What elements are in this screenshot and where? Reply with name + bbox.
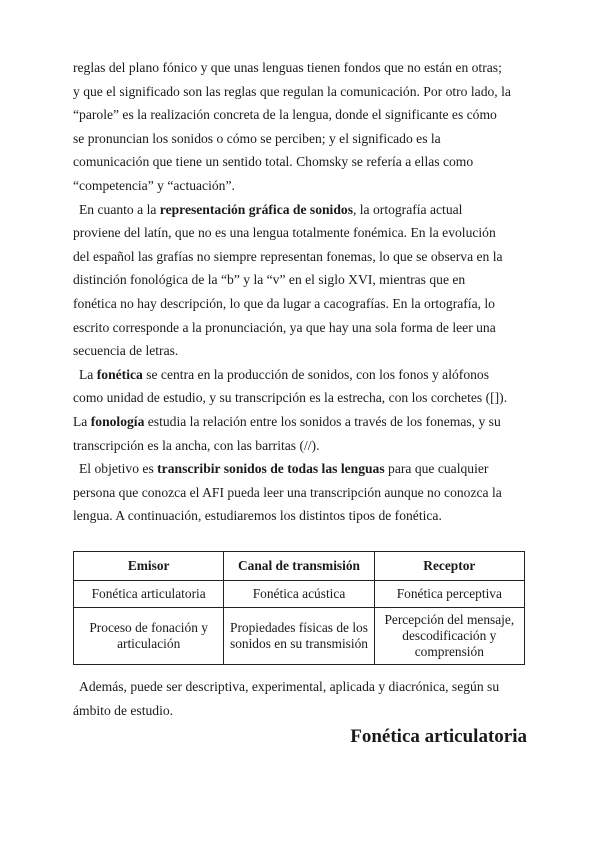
table-cell: Fonética perceptiva xyxy=(374,581,524,608)
text-run: , la ortografía actual xyxy=(352,201,463,217)
text-line: distinción fonológica de la “b” y la “v” en el siglo XVI, mientras que en xyxy=(73,272,466,288)
table-row xyxy=(74,608,525,665)
text-line: lengua. A continuación, estudiaremos los distintos tipos de fonética. xyxy=(73,508,442,524)
table-cell: Fonética acústica xyxy=(224,581,374,608)
text-line: transcripción es la ancha, con las barritas (//). xyxy=(73,437,320,453)
text-line: y que el significado son las reglas que regulan la comunicación. Por otro lado, la xyxy=(73,83,511,99)
bold-term: transcribir sonidos de todas las lenguas xyxy=(157,461,385,477)
column-header: Emisor xyxy=(74,552,224,581)
text-line: proviene del latín, que no es una lengua totalmente fonémica. En la evolución xyxy=(73,225,496,241)
text-line: comunicación que tiene un sentido total. Chomsky se refería a ellas como xyxy=(73,154,474,170)
text-line: ámbito de estudio. xyxy=(73,702,174,718)
body-text xyxy=(73,56,533,528)
text-run: En cuanto a la xyxy=(79,201,160,217)
text-run: La xyxy=(73,413,91,429)
text-run: El objetivo es xyxy=(79,461,158,477)
paragraph-start xyxy=(73,363,533,387)
bold-term: representación gráfica de sonidos xyxy=(159,201,353,217)
bold-term: fonética xyxy=(96,366,143,382)
phonetics-table xyxy=(73,551,525,665)
table-row xyxy=(74,581,525,608)
text-line: secuencia de letras. xyxy=(73,343,179,359)
section-heading: Fonética articulatoria xyxy=(350,726,527,747)
text-run: para que cualquier xyxy=(384,461,489,477)
text-run: se centra en la producción de sonidos, con los fonos y alófonos xyxy=(142,366,489,382)
paragraph-start xyxy=(73,198,533,222)
text-line: “parole” es la realización concreta de la lengua, donde el significante es cómo xyxy=(73,107,497,123)
text-line: reglas del plano fónico y que unas lenguas tienen fondos que no están en otras; xyxy=(73,60,502,75)
column-header: Canal de transmisión xyxy=(224,552,374,581)
text-line: persona que conozca el AFI pueda leer una transcripción aunque no conozca la xyxy=(73,484,502,500)
column-header: Receptor xyxy=(374,552,524,581)
text-line: fonética no hay descripción, lo que da lugar a cacografías. En la ortografía, lo xyxy=(73,295,495,311)
table-cell: Fonética articulatoria xyxy=(74,581,224,608)
text-line: “competencia” y “actuación”. xyxy=(73,177,235,193)
text-run: estudia la relación entre los sonidos a través de los fonemas, y su xyxy=(144,413,501,429)
bold-term: fonología xyxy=(90,413,145,429)
text-line: se pronuncian los sonidos o cómo se perciben; y el significado es la xyxy=(73,130,441,146)
table-cell: Proceso de fonación y articulación xyxy=(74,608,224,665)
text-run: La xyxy=(79,366,97,382)
table-cell: Propiedades físicas de los sonidos en su transmisión xyxy=(224,608,374,665)
text-line xyxy=(73,410,533,434)
text-line: escrito corresponde a la pronunciación, ya que hay una sola forma de leer una xyxy=(73,319,496,335)
table-cell: Percepción del mensaje, descodificación y comprensión xyxy=(374,608,524,665)
closing-paragraph xyxy=(73,675,533,722)
text-line: del español las grafías no siempre representan fonemas, lo que se observa en la xyxy=(73,248,503,264)
text-line: Además, puede ser descriptiva, experimental, aplicada y diacrónica, según su xyxy=(79,679,500,694)
table-header-row xyxy=(74,552,525,581)
text-line: como unidad de estudio, y su transcripción es la estrecha, con los corchetes ([]). xyxy=(73,390,508,406)
paragraph-start xyxy=(73,457,533,481)
